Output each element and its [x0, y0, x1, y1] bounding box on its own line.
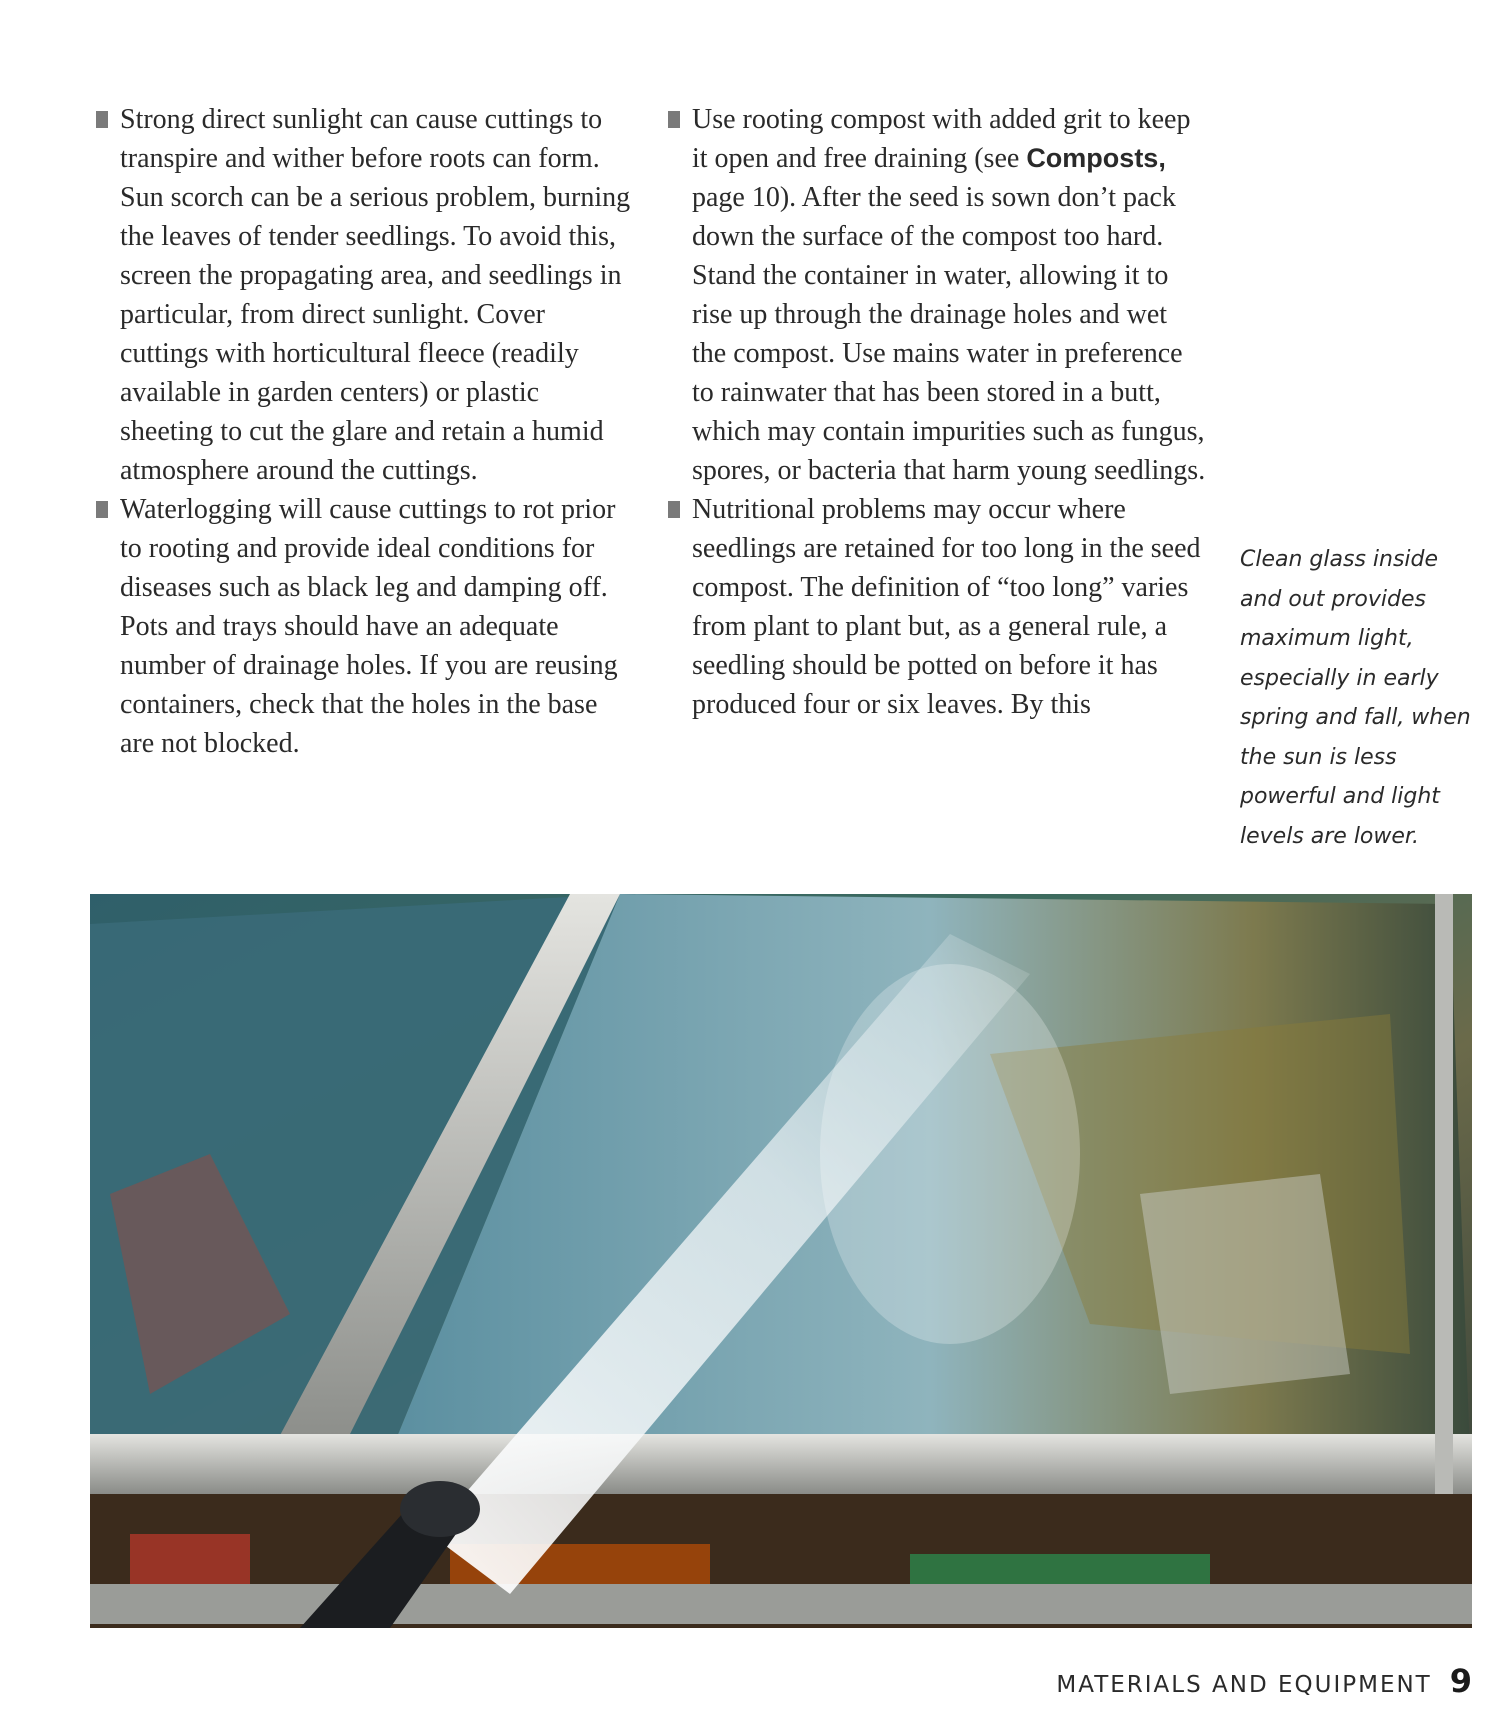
bullet-square-icon	[96, 501, 108, 518]
bullet-text: Waterlogging will cause cuttings to rot prior to rooting and provide ideal conditions for diseases such as black leg and damping off. Pots and trays should have an adequate number of drainage holes. If you are reusing containers, check that the holes in the base are not blocked.	[120, 494, 618, 759]
page-footer	[1056, 1662, 1472, 1700]
left-column	[96, 100, 636, 763]
bullet-item	[668, 100, 1208, 490]
page-number: 9	[1449, 1662, 1472, 1700]
photo-caption: Clean glass inside and out provides maximum light, especially in early spring and fall, when the sun is less powerful and light levels are lower.	[1240, 547, 1471, 849]
bullet-item	[96, 490, 636, 763]
bullet-text: page 10). After the seed is sown don’t pack down the surface of the compost too hard. Stand the container in water, allowing it to rise up through the drainage holes and wet the compost. Use mains water in preference to rainwater that has been stored in a butt, which may contain impurities such as fungus, spores, or bacteria that harm young seedlings.	[692, 182, 1206, 486]
bullet-item	[96, 100, 636, 490]
bullet-text: Use rooting compost with added grit to keep it open and free draining (see	[692, 104, 1191, 174]
bullet-text: Nutritional problems may occur where seedlings are retained for too long in the seed compost. The definition of “too long” varies from plant to plant but, as a general rule, a seedling should be potted on before it has produced four or six leaves. By this	[692, 494, 1201, 720]
bullet-square-icon	[668, 111, 680, 128]
bullet-square-icon	[668, 501, 680, 518]
greenhouse-washing-photo	[90, 894, 1472, 1628]
bullet-item	[668, 490, 1208, 724]
cross-reference: Composts,	[1026, 143, 1166, 173]
bullet-square-icon	[96, 111, 108, 128]
photo-illustration	[90, 894, 1472, 1628]
bullet-text: Strong direct sunlight can cause cuttings to transpire and wither before roots can form. Sun scorch can be a serious problem, burning the leaves of tender seedlings. To avoid this, screen the propagating area, and seedlings in particular, from direct sunlight. Cover cuttings with horticultural fleece (readily available in garden centers) or plastic sheeting to cut the glare and retain a humid atmosphere around the cuttings.	[120, 104, 631, 486]
section-title: MATERIALS AND EQUIPMENT	[1056, 1672, 1432, 1698]
middle-column	[668, 100, 1208, 724]
